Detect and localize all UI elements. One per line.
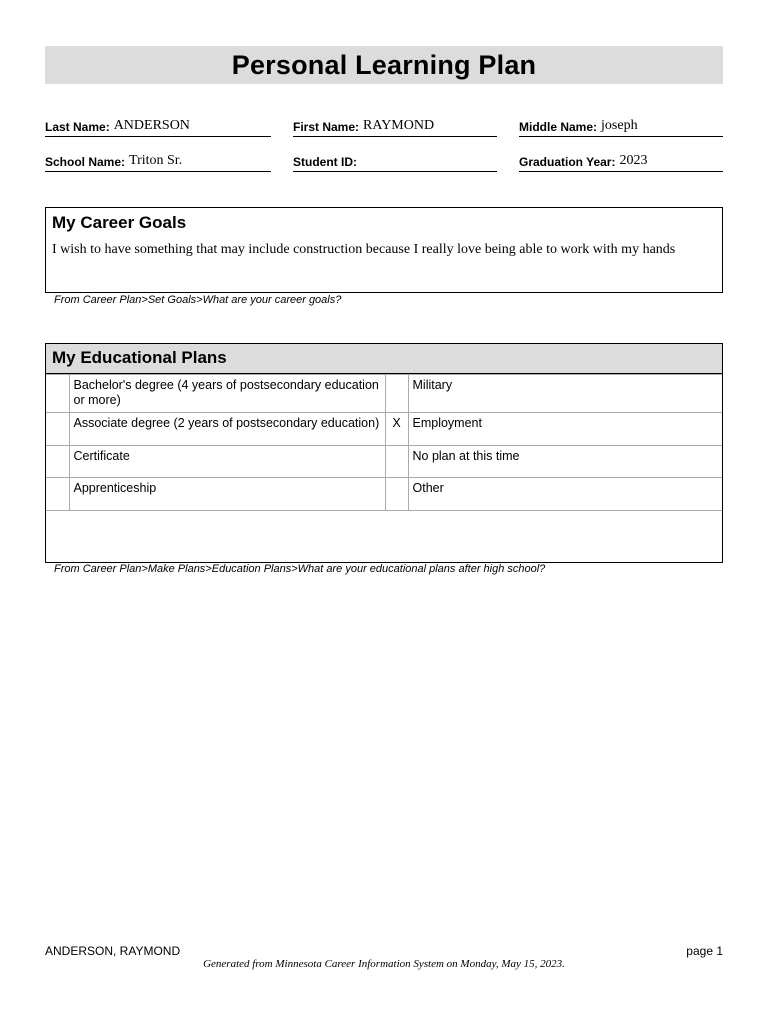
graduation-year-value: 2023 xyxy=(619,153,648,168)
middle-name-field xyxy=(519,117,723,137)
bachelors-label: Bachelor's degree (4 years of postsecondary education or more) xyxy=(69,375,385,413)
certificate-label: Certificate xyxy=(69,446,385,478)
title-bar xyxy=(45,46,723,84)
table-row xyxy=(46,375,722,413)
footer-student-name: ANDERSON, RAYMOND xyxy=(45,944,181,958)
student-id-label: Student ID: xyxy=(293,155,357,169)
last-name-value: ANDERSON xyxy=(113,118,190,133)
educational-plans-title: My Educational Plans xyxy=(52,348,227,367)
generated-note: Generated from Minnesota Career Information System on Monday, May 15, 2023. xyxy=(203,958,565,970)
career-goals-title: My Career Goals xyxy=(52,213,187,232)
educational-plans-box xyxy=(45,343,723,563)
first-name-field xyxy=(293,117,497,137)
table-row xyxy=(46,478,722,511)
employment-label: Employment xyxy=(408,413,722,446)
last-name-label: Last Name: xyxy=(45,120,110,134)
first-name-label: First Name: xyxy=(293,120,360,134)
career-goals-box xyxy=(45,207,723,293)
page-title: Personal Learning Plan xyxy=(231,49,537,80)
no-plan-label: No plan at this time xyxy=(408,446,722,478)
bachelors-checkbox[interactable] xyxy=(46,375,69,413)
associate-label: Associate degree (2 years of postsecondary education) xyxy=(69,413,385,446)
last-name-field xyxy=(45,117,271,137)
career-goals-text: I wish to have something that may include construction because I really love being able to work with my hands xyxy=(52,242,676,257)
graduation-year-field xyxy=(519,152,723,172)
graduation-year-label: Graduation Year: xyxy=(519,155,616,169)
apprenticeship-checkbox[interactable] xyxy=(46,478,69,511)
student-id-field xyxy=(293,152,497,172)
career-goals-source: From Career Plan>Set Goals>What are your career goals? xyxy=(54,294,342,306)
other-checkbox[interactable] xyxy=(385,478,408,511)
middle-name-label: Middle Name: xyxy=(519,120,598,134)
table-row xyxy=(46,413,722,446)
other-label: Other xyxy=(408,478,722,511)
educational-plans-header xyxy=(46,344,722,374)
school-name-field xyxy=(45,152,271,172)
military-checkbox[interactable] xyxy=(385,375,408,413)
no-plan-checkbox[interactable] xyxy=(385,446,408,478)
military-label: Military xyxy=(408,375,722,413)
first-name-value: RAYMOND xyxy=(363,118,435,133)
page-number: page 1 xyxy=(686,944,723,958)
associate-checkbox[interactable] xyxy=(46,413,69,446)
apprenticeship-label: Apprenticeship xyxy=(69,478,385,511)
table-row xyxy=(46,446,722,478)
educational-plans-table xyxy=(46,374,722,511)
educational-plans-source: From Career Plan>Make Plans>Education Plans>What are your educational plans after high school? xyxy=(54,563,546,575)
school-name-value: Triton Sr. xyxy=(129,153,183,168)
certificate-checkbox[interactable] xyxy=(46,446,69,478)
employment-checkbox[interactable]: X xyxy=(385,413,408,446)
middle-name-value: joseph xyxy=(601,118,638,133)
school-name-label: School Name: xyxy=(45,155,126,169)
